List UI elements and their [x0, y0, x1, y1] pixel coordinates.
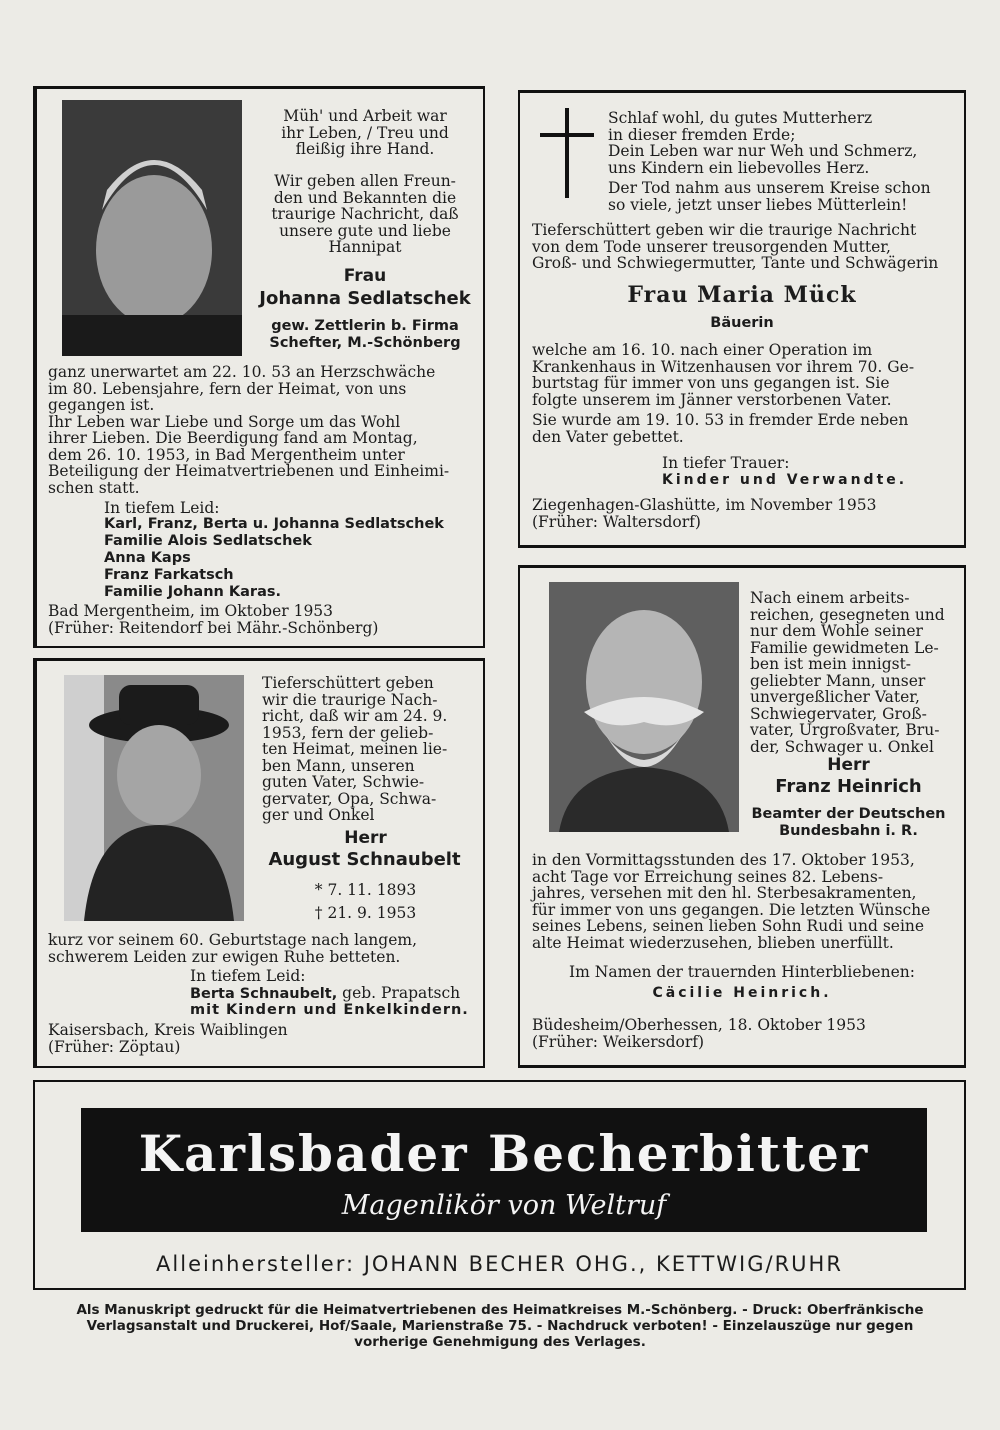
n1-body: ganz unerwartet am 22. 10. 53 an Herzschwäche im 80. Lebensjahre, fern der Heimat, von uns gegangen ist. Ihr Leben war Liebe und Sorge um das Wohl ihrer Lieben. Die Beerdigung fand am Montag, dem 26. 10. 1953, in Bad Mergentheim unter Beteiligung der Heimatvertriebenen und Einheimi- schen statt. — [48, 363, 450, 497]
n2-body2: Sie wurde am 19. 10. 53 in fremder Erde neben den Vater gebettet. — [532, 411, 909, 446]
n2-intro: Tieferschüttert geben wir die traurige Nachricht von dem Tode unserer treusorgenden Mutter, Groß- und Schwiegermutter, Tante und Schwägerin — [532, 221, 939, 272]
portrait-photo-august-schnaubelt — [64, 675, 244, 921]
n1-intro: Wir geben allen Freun- den und Bekannten die traurige Nachricht, daß unsere gute und liebe Hannipat — [271, 172, 459, 256]
n3-body: kurz vor seinem 60. Geburtstage nach langem, schwerem Leiden zur ewigen Ruhe betteten. — [48, 931, 418, 966]
n3-born: * 7. 11. 1893 — [314, 881, 417, 899]
n3-name: August Schnaubelt — [268, 849, 461, 870]
n3-title: Herr — [344, 828, 387, 848]
n4-occupation: Beamter der Deutschen Bundesbahn i. R. — [751, 806, 946, 839]
n4-place: Büdesheim/Oberhessen, 18. Oktober 1953 — [532, 1016, 866, 1034]
n2-poem: Schlaf wohl, du gutes Mutterherz in dieser fremden Erde; Dein Leben war nur Weh und Schmerz, uns Kindern ein liebevolles Herz. Der Tod nahm aus unserem Kreise schon so viele, jetzt unser liebes Mütterlein! — [608, 109, 931, 214]
n1-occupation: gew. Zettlerin b. Firma Schefter, M.-Schönberg — [269, 318, 461, 351]
imprint-footer: Als Manuskript gedruckt für die Heimatvertriebenen des Heimatkreises M.-Schönberg. - Druck: Oberfränkische Verlagsanstalt und Druckerei, Hof/Saale, Marienstraße 75. - Nachdruck verboten! - Einzelauszüge nur gegen vorherige Genehmigung des Verlages. — [76, 1302, 924, 1350]
n1-grief: In tiefem Leid: — [104, 499, 220, 517]
n1-title: Frau — [343, 266, 387, 286]
n3-mourners-maiden: geb. Prapatsch — [337, 984, 461, 1002]
n2-former: (Früher: Waltersdorf) — [532, 513, 701, 531]
n2-mourners: Kinder und Verwandte. — [662, 472, 908, 488]
n4-body: in den Vormittagsstunden des 17. Oktober 1953, acht Tage vor Erreichung seines 82. Lebens- jahres, versehen mit den hl. Sterbesakramenten, für immer von uns gegangen. Die letzten Wünsche seines Lebens, seinen lieben Sohn Rudi und seine alte Heimat wiederzusehen, blieben unerfüllt. — [532, 851, 931, 952]
n1-place: Bad Mergentheim, im Oktober 1953 — [48, 602, 334, 620]
n4-intro: Nach einem arbeits- reichen, gesegneten und nur dem Wohle seiner Familie gewidmeten Le- ben ist mein innigst- geliebter Mann, unser unvergeßlicher Vater, Schwiegervater, Groß- vater, Urgroßvater, Bru- der, Schwager u. Onkel — [750, 589, 945, 756]
n2-occupation: Bäuerin — [710, 315, 774, 331]
portrait-photo-johanna-sedlatschek — [62, 100, 242, 356]
advertisement-banner — [81, 1108, 927, 1232]
n3-mourners-line2: mit Kindern und Enkelkindern. — [190, 1002, 469, 1018]
portrait-photo-franz-heinrich — [549, 582, 739, 832]
n3-former: (Früher: Zöptau) — [48, 1038, 181, 1056]
n4-former: (Früher: Weikersdorf) — [532, 1033, 705, 1051]
n2-name: Frau Maria Mück — [627, 282, 857, 308]
n2-body: welche am 16. 10. nach einer Operation im Krankenhaus in Witzenhausen vor ihrem 70. Ge- burtstag für immer von uns gegangen ist. Sie folgte unserem im Jänner verstorbenen Vater. — [532, 341, 915, 409]
n3-grief: In tiefem Leid: — [190, 967, 306, 985]
ad-manufacturer: Alleinhersteller: JOHANN BECHER OHG., KETTWIG/RUHR — [156, 1252, 843, 1276]
n1-name: Johanna Sedlatschek — [259, 288, 471, 309]
n1-mourners: Karl, Franz, Berta u. Johanna Sedlatschek Familie Alois Sedlatschek Anna Kaps Franz Farkatsch Familie Johann Karas. — [104, 516, 444, 600]
n2-place: Ziegenhagen-Glashütte, im November 1953 — [532, 496, 877, 514]
n4-name: Franz Heinrich — [775, 776, 922, 797]
ad-subtitle: Magenlikör von Weltruf — [341, 1190, 667, 1221]
n3-intro: Tieferschüttert geben wir die traurige Nach- richt, daß wir am 24. 9. 1953, fern der gelieb- ten Heimat, meinen lie- ben Mann, unseren guten Vater, Schwie- gervater, Opa, Schwa- ger und Onkel — [262, 674, 448, 824]
ad-title: Karlsbader Becherbitter — [138, 1124, 870, 1183]
n3-place: Kaisersbach, Kreis Waiblingen — [48, 1021, 288, 1039]
cross-icon — [540, 108, 594, 198]
n2-grief: In tiefer Trauer: — [662, 454, 790, 472]
n1-former: (Früher: Reitendorf bei Mähr.-Schönberg) — [48, 619, 379, 637]
n3-mourners-line1 — [190, 985, 470, 1003]
n3-died: † 21. 9. 1953 — [314, 904, 417, 922]
n4-grief: Im Namen der trauernden Hinterbliebenen: — [569, 963, 915, 981]
n3-mourners-name: Berta Schnaubelt, — [190, 986, 338, 1002]
n1-poem: Müh' und Arbeit war ihr Leben, / Treu und fleißig ihre Hand. — [281, 107, 449, 158]
n4-title: Herr — [827, 755, 870, 775]
n4-mourners: Cäcilie Heinrich. — [652, 985, 832, 1001]
advertisement-box — [33, 1080, 966, 1290]
